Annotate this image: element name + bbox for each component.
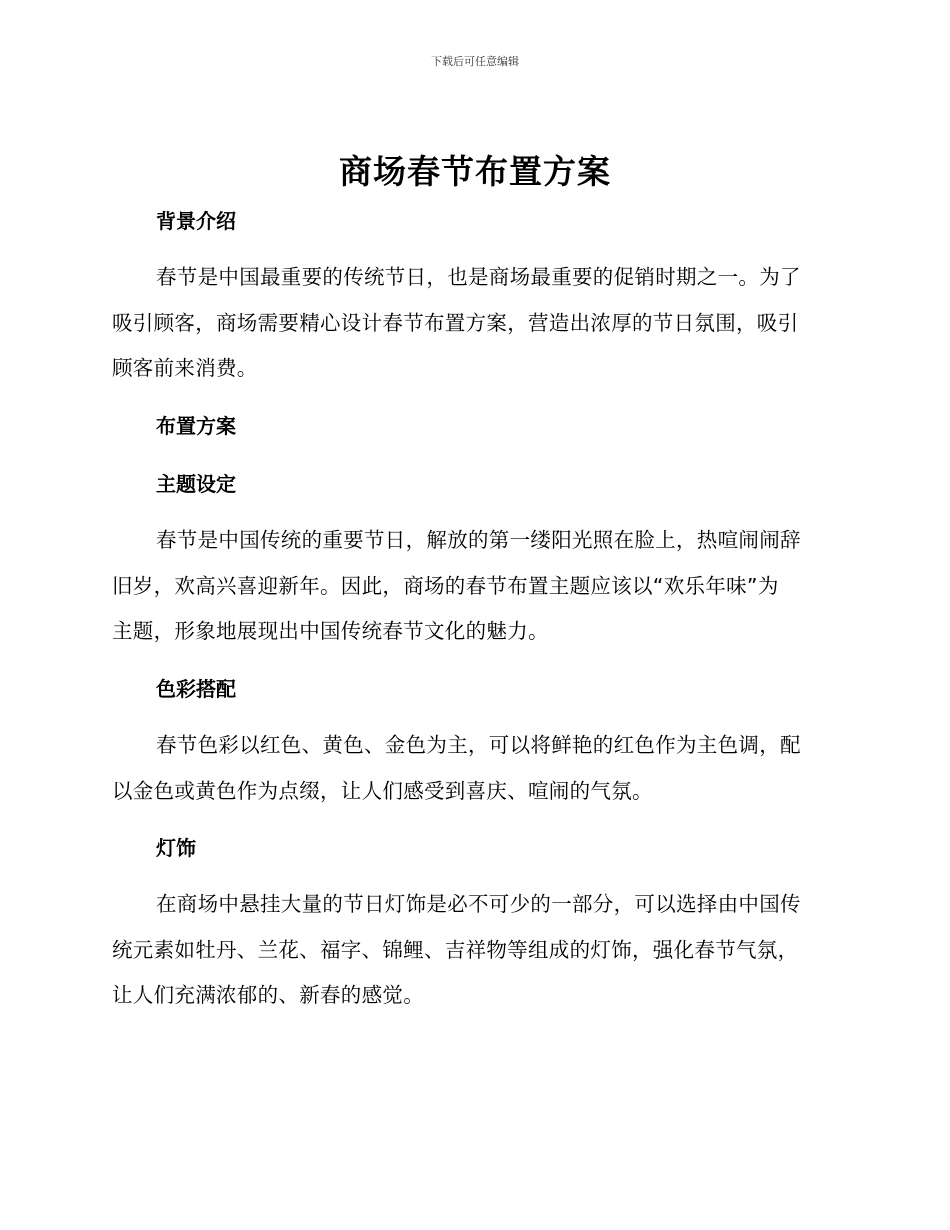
paragraph-line: 旧岁，欢高兴喜迎新年。因此，商场的春节布置主题应该以“欢乐年味”为 [112,573,779,598]
paragraph-line: 统元素如牡丹、兰花、福字、锦鲤、吉祥物等组成的灯饰，强化春节气氛， [112,937,799,962]
paragraph-line: 吸引顾客，商场需要精心设计春节布置方案，营造出浓厚的节日氛围，吸引 [112,310,799,335]
paragraph-line: 春节是中国传统的重要节日，解放的第一缕阳光照在脸上，热喧闹闹辞 [156,528,801,552]
section-heading-color-scheme: 色彩搭配 [156,677,236,701]
paragraph-background [112,255,834,392]
paragraph-line: 让人们充满浓郁的、新春的感觉。 [112,983,424,1007]
paragraph-line: 春节色彩以红色、黄色、金色为主，可以将鲜艳的红色作为主色调，配 [156,733,801,757]
paragraph-line: 主题，形象地展现出中国传统春节文化的魅力。 [112,619,549,643]
paragraph-theme [112,518,834,655]
section-heading-background: 背景介绍 [156,209,236,233]
section-heading-theme: 主题设定 [156,472,236,496]
paragraph-line: 春节是中国最重要的传统节日，也是商场最重要的促销时期之一。为了 [156,265,801,289]
paragraph-color-scheme [112,723,834,814]
document-title: 商场春节布置方案 [339,152,611,191]
paragraph-line: 以金色或黄色作为点缀，让人们感受到喜庆、喧闹的气氛。 [112,778,653,803]
paragraph-line: 在商场中悬挂大量的节日灯饰是必不可少的一部分，可以选择由中国传 [156,892,801,916]
paragraph-lighting [112,882,834,1019]
paragraph-line: 顾客前来消费。 [112,356,258,380]
section-heading-layout-plan: 布置方案 [156,414,236,438]
page-header-note: 下载后可任意编辑 [431,55,519,68]
section-heading-lighting: 灯饰 [156,836,196,860]
